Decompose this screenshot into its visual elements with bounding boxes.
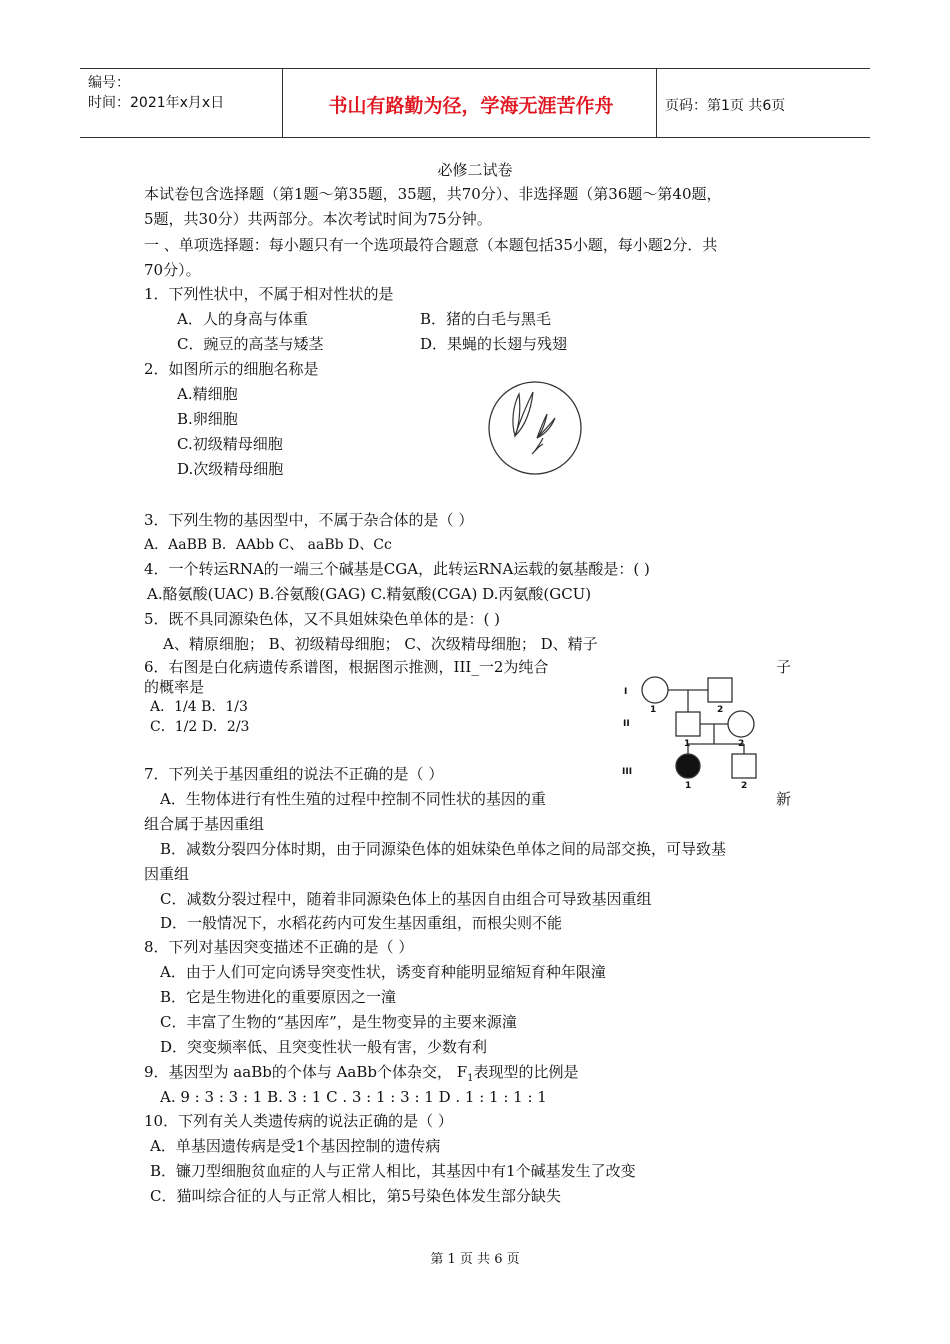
q4-options: A.酪氨酸(UAC) B.谷氨酸(GAG) C.精氨酸(CGA) D.丙氨酸(GCU) (147, 585, 592, 603)
page-label: 页码：第1页 共6页 (665, 98, 786, 114)
female-normal (642, 677, 668, 703)
individual-label: 1 (684, 739, 691, 749)
q7-option-a: A．生物体进行有性生殖的过程中控制不同性状的基因的重 (160, 790, 546, 808)
q2-option-c: C.初级精母细胞 (177, 435, 283, 453)
intro-line: 本试卷包含选择题（第1题～第35题，35题，共70分）、非选择题（第36题～第40题， (144, 185, 722, 203)
cell-membrane (489, 382, 581, 474)
q6-options-2: C．1/2 D．2/3 (150, 719, 250, 735)
number-label: 编号： (88, 75, 130, 91)
individual-label: 1 (650, 705, 657, 715)
chromosome-large (513, 392, 533, 436)
q5-options: A、精原细胞； B、初级精母细胞； C、次级精母细胞； D、精子 (163, 635, 598, 653)
q8-option-c: C．丰富了生物的“基因库”，是生物变异的主要来源潼 (160, 1013, 517, 1031)
female-normal (728, 711, 754, 737)
q2-option-d: D.次级精母细胞 (177, 460, 284, 478)
q3-stem: 3．下列生物的基因型中，不属于杂合体的是（ ） (144, 511, 474, 529)
q7-option-b: B．减数分裂四分体时期，由于同源染色体的姐妹染色单体之间的局部交换，可导致基 (160, 840, 727, 858)
q6-stem-tail: 子 (776, 658, 792, 676)
male-normal (676, 712, 700, 736)
q7-stem: 7．下列关于基因重组的说法不正确的是（ ） (144, 765, 444, 783)
q9-stem-pre: 9．基因型为 aaBb的个体与 AaBb个体杂交， F (144, 1063, 468, 1081)
q5-stem: 5．既不具同源染色体，又不具姐妹染色单体的是：( ) (144, 610, 501, 628)
individual-label: 2 (741, 781, 748, 791)
q9-stem (144, 1062, 579, 1089)
page-title: 必修二试卷 (437, 161, 513, 179)
q8-option-b: B．它是生物进化的重要原因之一潼 (160, 988, 397, 1006)
q9-stem-post: 表现型的比例是 (473, 1063, 579, 1081)
q2-option-a: A.精细胞 (177, 385, 238, 403)
q8-option-d: D．突变频率低、且突变性状一般有害，少数有利 (160, 1038, 488, 1056)
q10-option-b: B．镰刀型细胞贫血症的人与正常人相比，其基因中有1个碱基发生了改变 (150, 1162, 636, 1180)
q7-option-d: D．一般情况下，水稻花药内可发生基因重组，而根尖则不能 (160, 914, 563, 932)
q10-stem: 10．下列有关人类遗传病的说法正确的是（ ） (144, 1112, 453, 1130)
q6-options-1: A．1/4 B．1/3 (150, 699, 248, 715)
q8-stem: 8．下列对基因突变描述不正确的是（ ） (144, 938, 414, 956)
q7-option-a-cont: 组合属于基因重组 (144, 815, 265, 833)
q4-stem: 4．一个转运RNA的一端三个碱基是CGA，此转运RNA运载的氨基酸是：( ) (144, 560, 650, 578)
q9-options: A. 9 : 3 : 3 : 1 B. 3 : 1 C . 3 : 1 : 3 : 1 D . 1 : 1 : 1 : 1 (160, 1088, 547, 1106)
q1-option-c: C．豌豆的高茎与矮茎 (177, 335, 324, 353)
male-normal (732, 754, 756, 778)
header-divider (282, 69, 283, 137)
individual-label: 2 (738, 739, 745, 749)
header-left (88, 73, 224, 113)
intro-line: 5题，共30分）共两部分。本次考试时间为75分钟。 (144, 210, 492, 228)
intro-line: 70分）。 (144, 261, 201, 279)
q10-option-c: C．猫叫综合征的人与正常人相比，第5号染色体发生部分缺失 (150, 1187, 562, 1205)
q6-stem-2: 的概率是 (144, 678, 205, 696)
page-header (80, 68, 870, 138)
q7-option-b-cont: 因重组 (144, 865, 190, 883)
q1-option-b: B．猪的白毛与黑毛 (420, 310, 552, 328)
time-label: 时间：2021年x月x日 (88, 95, 225, 111)
q1-stem: 1．下列性状中，不属于相对性状的是 (144, 285, 394, 303)
individual-label: 2 (717, 705, 724, 715)
chromosome-small (532, 414, 555, 454)
generation-label: III (622, 767, 633, 777)
q2-stem: 2．如图所示的细胞名称是 (144, 360, 319, 378)
page-footer: 第 1 页 共 6 页 (430, 1252, 520, 1267)
q10-option-a: A．单基因遗传病是受1个基因控制的遗传病 (150, 1137, 441, 1155)
cell-diagram (485, 378, 585, 478)
q8-option-a: A．由于人们可定向诱导突变性状，诱变育种能明显缩短育种年限潼 (160, 963, 606, 981)
q6-stem: 6．右图是白化病遗传系谱图，根据图示推测，III_一2为纯合 (144, 658, 549, 676)
motto: 书山有路勤为径，学海无涯苦作舟 (328, 95, 614, 117)
intro-line: 一 、单项选择题：每小题只有一个选项最符合题意（本题包括35小题，每小题2分．共 (144, 236, 718, 254)
q7-option-a-tail: 新 (776, 790, 792, 808)
q1-option-d: D．果蝇的长翅与残翅 (420, 335, 568, 353)
individual-label: 1 (685, 781, 692, 791)
female-affected (676, 754, 700, 778)
q7-option-c: C．减数分裂过程中，随着非同源染色体上的基因自由组合可导致基因重组 (160, 890, 652, 908)
q3-options: A．AaBB B．AAbb C、 aaBb D、Cc (144, 537, 392, 553)
pedigree-chart (610, 668, 780, 793)
generation-label: II (623, 719, 630, 729)
q2-option-b: B.卵细胞 (177, 410, 238, 428)
male-normal (708, 678, 732, 702)
q9-stem-sub: 1 (467, 1073, 474, 1084)
generation-label: I (624, 687, 628, 697)
q1-option-a: A．人的身高与体重 (177, 310, 308, 328)
